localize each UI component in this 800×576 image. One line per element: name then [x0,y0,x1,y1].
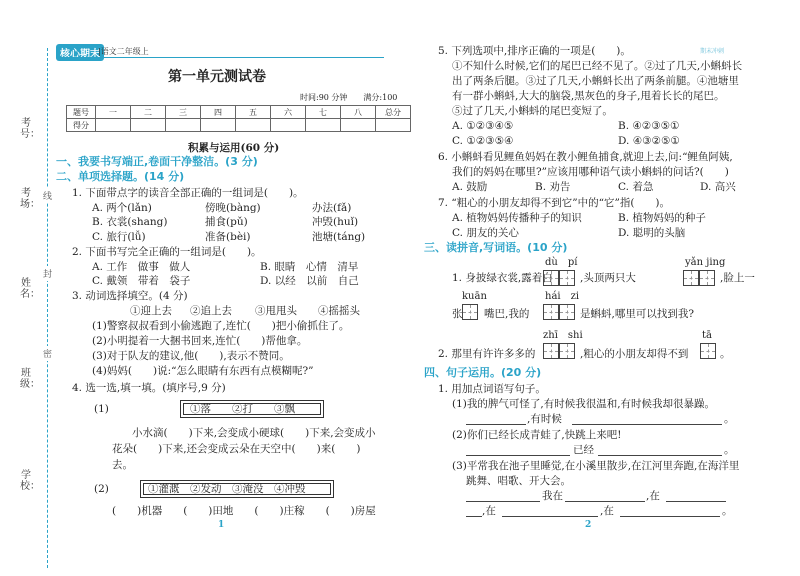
score-cell: 五 [236,106,271,119]
q3-choice-4: ④摇摇头 [318,305,360,317]
char-box[interactable] [543,270,559,286]
char-box[interactable] [543,304,559,320]
score-cell: 三 [166,106,201,119]
q6-option-c[interactable]: C. 着急 [618,181,654,193]
score-cell: 四 [201,106,236,119]
char-box[interactable] [559,270,575,286]
section-heading: 积累与运用(60 分) [188,142,280,154]
q6-stem: 6. 小蝌蚪看见鲤鱼妈妈在教小鲤鱼捕食,就迎上去,问:“鲤鱼阿姨, [438,151,733,163]
score-cell: 六 [271,106,306,119]
pinyin-kuan: kuān [462,291,487,302]
s4-item-3-prompt: 我在 [542,490,563,502]
q3-item-2: (2)小明提着一大捆书回来,连忙( )帮他拿。 [92,335,308,347]
cut-char-line: 线 [43,188,52,203]
q1-option-b2: 捕食(pǔ) [205,216,248,228]
q5-stem: 5. 下列选项中,排序正确的一项是( )。 [438,45,631,57]
answer-blank[interactable] [466,501,540,502]
watermark: 期末冲刺 [700,48,725,55]
q5-option-a[interactable]: A. ①②③④⑤ [452,120,514,132]
answer-blank[interactable] [502,516,598,517]
q4-part1-options: ①落 ②打 ③飘 [190,403,295,415]
q4-stem: 4. 选一选,填一填。(填序号,9 分) [72,382,226,394]
binding-cut-line [47,48,48,568]
q1-stem: 1. 下面带点字的读音全部正确的一组词是( )。 [72,187,304,199]
char-box[interactable] [559,343,575,359]
q5-option-b[interactable]: B. ④②③⑤① [618,120,680,132]
section-2-heading: 二、单项选择题。(14 分) [56,170,185,183]
q1-option-a2: 傍晚(bàng) [205,202,261,214]
q2-option-a[interactable]: A. 工作 做事 做人 [92,261,191,273]
section-4-heading: 四、句子运用。(20 分) [424,366,542,379]
char-box[interactable] [559,304,575,320]
r1-text-f: 是蝌蚪,哪里可以找到我? [580,308,694,320]
q2-option-b[interactable]: B. 眼睛 心情 清早 [260,261,359,273]
score-input-cell[interactable] [201,119,236,132]
q6-option-a[interactable]: A. 鼓励 [452,181,488,193]
q4-part1-line1: 小水滴( )下来,会变成小硬球( )下来,会变成小 [132,427,376,439]
s4-item-3-sep3: ,在 [600,505,614,517]
q4-part1-line3: 去。 [112,459,133,471]
answer-blank[interactable] [572,424,722,425]
section-3-heading: 三、读拼音,写词语。(10 分) [424,241,568,254]
q5-option-c[interactable]: C. ①②③⑤④ [452,135,514,147]
score-input-cell[interactable] [166,119,201,132]
r1-text-c: ,脸上一 [720,272,755,284]
r1-text-d: 张 [452,308,463,320]
char-box[interactable] [700,343,716,359]
q3-item-4: (4)妈妈( )说:“怎么眼睛有东西有点模糊呢?” [92,365,314,377]
s4-item-2-prompt: 已经 [573,444,594,456]
q2-option-d[interactable]: D. 以经 以前 自己 [260,275,359,287]
q1-option-b3: 冲毁(huǐ) [312,216,359,228]
char-box[interactable] [462,304,478,320]
q1-option-c[interactable]: C. 旅行(lǚ) [92,231,146,243]
q4-part2-options: ①灌溉 ②发动 ③淹没 ④冲毁 [148,483,306,495]
answer-blank[interactable] [666,501,726,502]
r1-text-e: 嘴巴,我的 [484,308,530,320]
binding-label-school: 学校： [20,470,40,492]
q4-part2-label: (2) [94,483,109,495]
char-box[interactable] [699,270,715,286]
s4-item-3-sep1: ,在 [646,490,660,502]
char-box[interactable] [543,343,559,359]
q7-option-b[interactable]: B. 植物妈妈的种子 [618,212,706,224]
r1-text-a: 1. 身披绿衣裳,露着白 [452,272,553,284]
answer-blank[interactable] [598,455,722,456]
page-number-1: 1 [218,520,225,530]
header-rule [56,57,384,58]
s4-q1-stem: 1. 用加点词语写句子。 [438,383,546,395]
q6-option-d[interactable]: D. 高兴 [700,181,736,193]
score-input-cell[interactable] [271,119,306,132]
page-number-2: 2 [585,520,592,530]
q6-option-b[interactable]: B. 劝告 [535,181,571,193]
q7-option-a[interactable]: A. 植物妈妈传播种子的知识 [452,212,582,224]
s4-item-3-line2: 跳舞、唱歌、开大会。 [466,475,571,487]
score-table [66,105,411,132]
s4-item-2: (2)你们已经长成青蛙了,快跳上来吧! [452,429,622,441]
score-input-cell[interactable] [236,119,271,132]
answer-blank[interactable] [466,424,526,425]
binding-label-class: 班级： [20,368,40,390]
pinyin-zhishi: zhī shi [543,330,583,341]
q3-item-3: (3)对于队友的建议,他( ),表示不赞同。 [92,350,290,362]
answer-blank[interactable] [466,516,482,517]
q1-option-c2: 准备(bèi) [205,231,251,243]
q4-part2-line1: ( )机器 ( )田地 ( )庄稼 ( )房屋 [112,505,376,517]
score-cell: 总分 [376,106,411,119]
r1-text-b: ,头顶两只大 [580,272,636,284]
cut-char-seal: 封 [43,266,52,281]
score-input-cell[interactable] [306,119,341,132]
pinyin-yanjing: yǎn jing [685,257,726,268]
s4-item-2-end: 。 [724,444,735,456]
q4-part1-line2: 花朵( )下来,还会变成云朵在天空中( )来( ) [112,443,361,455]
s4-item-3-end: 。 [722,505,733,517]
pinyin-dupi: dù pí [545,257,578,268]
score-cell: 得分 [67,119,96,132]
q5-line1: ①不知什么时候,它们的尾巴已经不见了。②过了几天,小蝌蚪长 [452,60,743,72]
q7-option-d[interactable]: D. 聪明的头脑 [618,227,686,239]
score-cell: 八 [341,106,376,119]
binding-label-id: 考号： [20,118,40,140]
score-cell: 二 [131,106,166,119]
pinyin-ta: tā [702,330,712,341]
q4-part1-label: (1) [94,403,109,415]
q1-option-b[interactable]: B. 衣裳(shang) [92,216,168,228]
exam-meta: 时间:90 分钟 满分:100 [300,93,398,102]
section-1-heading: 一、我要书写端正,卷面干净整洁。(3 分) [56,155,258,168]
q6-line2: 我们的妈妈在哪里?”应该用哪种语气读小蝌蚪的问话?( ) [452,166,729,178]
binding-label-name: 姓名： [20,278,40,300]
brand-text: 核心期末 [60,49,100,60]
q5-option-d[interactable]: D. ④③②⑤① [618,135,680,147]
s4-item-3: (3)平常我在池子里睡觉,在小溪里散步,在江河里奔跑,在海洋里 [452,460,740,472]
r2-text-c: 。 [720,348,731,360]
s4-item-1-prompt: ,有时候 [527,413,562,425]
brand-logo [56,44,104,61]
q5-line2: 出了两条后腿。③过了几天,小蝌蚪长出了两条前腿。④池塘里 [452,75,739,87]
q3-stem: 3. 动词选择填空。(4 分) [72,290,188,302]
cut-char-secret: 密 [43,346,52,361]
s4-item-1-end: 。 [724,413,735,425]
pinyin-haizi: hái zi [545,291,580,302]
char-box[interactable] [683,270,699,286]
r2-text-a: 2. 那里有许许多多的 [438,348,536,360]
score-input-cell[interactable] [96,119,131,132]
score-cell: 一 [96,106,131,119]
subject-label: |语文二年级上 [98,47,149,56]
score-input-cell[interactable] [376,119,411,132]
q1-option-a[interactable]: A. 两个(lǎn) [92,202,152,214]
q3-choice-3: ③甩甩头 [255,305,297,317]
binding-label-room: 考场： [20,188,40,210]
q7-stem: 7. “粗心的小朋友却得不到它”中的“它”指( )。 [438,197,671,209]
q5-line3: 有一群小蝌蚪,大大的脑袋,黑灰色的身子,甩着长长的尾巴。 [452,90,725,102]
s4-item-1: (1)我的脾气可怪了,有时候我很温和,有时候我却很暴躁。 [452,398,716,410]
q3-item-1: (1)警察叔叔看到小偷逃跑了,连忙( )把小偷抓住了。 [92,320,350,332]
score-table-header [67,106,411,119]
q5-line4: ⑤过了几天,小蝌蚪的尾巴变短了。 [452,105,613,117]
answer-blank[interactable] [565,501,645,502]
r2-text-b: ,粗心的小朋友却得不到 [580,348,689,360]
q7-option-c[interactable]: C. 朋友的关心 [452,227,519,239]
score-cell: 题号 [67,106,96,119]
score-input-cell[interactable] [131,119,166,132]
q1-option-a3: 办法(fǎ) [312,202,352,214]
q2-stem: 2. 下面书写完全正确的一组词是( )。 [72,246,262,258]
score-input-cell[interactable] [341,119,376,132]
s4-item-3-sep2: ,在 [482,505,496,517]
q2-option-c[interactable]: C. 戴领 带着 袋子 [92,275,191,287]
score-cell: 七 [306,106,341,119]
score-table-row [67,119,411,132]
answer-blank[interactable] [466,455,570,456]
answer-blank[interactable] [620,516,720,517]
q1-option-c3: 池塘(táng) [312,231,366,243]
q3-choice-1: ①迎上去 [130,305,172,317]
exam-title: 第一单元测试卷 [168,69,266,85]
q3-choice-2: ②追上去 [190,305,232,317]
